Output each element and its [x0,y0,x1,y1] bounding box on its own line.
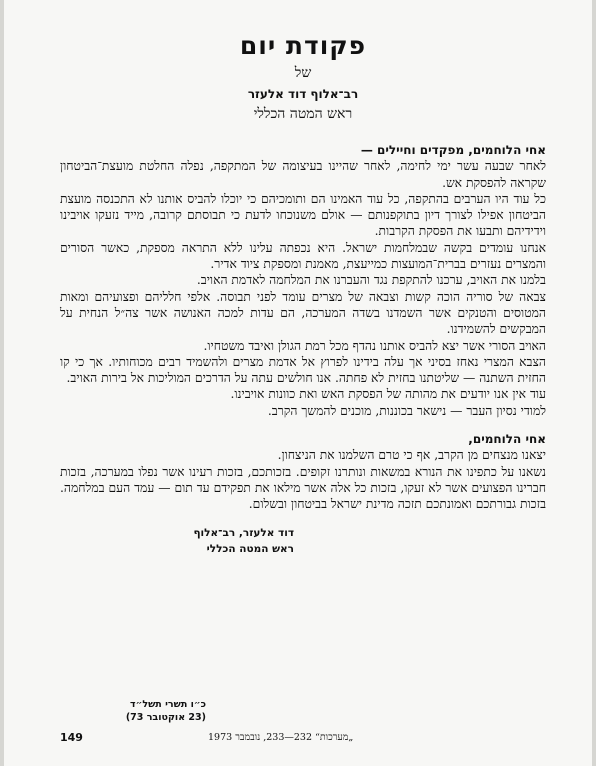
paragraph: אנחנו עומדים בקשה שבמלחמות ישראל. היא נכפתה עלינו ללא התראה מספקת, כאשר הסורים והמצרים נעזרים בברית־המועצות כמייעצת, מאמנת ומספקת ציוד אדיר. [60,240,546,272]
journal-source: „מערכות“ 232—233, נובמבר 1973 [208,732,354,743]
order-body [60,142,546,513]
paragraph: כל עוד היו הערבים בהתקפה, כל עוד האמינו הם ותומכיהם כי יוכלו להביס אותנו לא התכנסה מועצת הביטחון אפילו לצורך דיון בתוקפנותם — אולם משנוכחו לדעת כי תבוסתם קרובה, מייד נזעקו אויבינו וידידיהם ותבעו את הפסקת הקרבות. [60,191,546,239]
author-role: ראש המטה הכללי [253,106,353,122]
paragraph: בלמנו את האויב, ערכנו להתקפת נגד והעברנו את המלחמה לאדמת האויב. [196,273,546,288]
paragraph: נשאנו על כתפינו את הנורא במשאות ונותרנו זקופים. בזכותכם, בזכות רעינו אשר נפלו במערכה, בזכות חברינו הפצועים אשר לא זעקו, בזכות כל אלה אשר מילאו את תפקידם עד תום — עמד העם במלחמה. בזכות גבורתכם ואמונתכם תזכה מדינת ישראל בביטחון ובשלום. [60,464,546,512]
paragraph: למודי נסיון העבר — נישאר בכוננות, מוכנים להמשך הקרב. [267,403,546,418]
paragraph: לאחר שבעה עשר ימי לחימה, לאחר שהיינו בעיצומה של המתקפה, נפלה החלטת מועצת־הביטחון שקראה להפסקת אש. [60,159,546,190]
paragraph: עוד אין אנו יודעים את מהותה של הפסקת האש ואת כוונות אויבינו. [230,387,546,402]
document-page [60,30,546,750]
salutation-fighters: אחי הלוחמים, [468,432,546,447]
title-of: של [294,65,312,81]
date-hebrew: כ״ו תשרי תשל״ד [130,699,206,710]
date-block [66,698,206,724]
page-edge-right [592,0,596,766]
signature-name: דוד אלעזר, רב־אלוף [193,526,294,539]
section-gap [60,419,546,431]
page-number: 149 [60,731,83,744]
paragraph: האויב הסורי אשר יצא להביס אותנו נהדף מכל רמת הגולן ואיבד משטחיו. [203,338,546,353]
page-edge-left [0,0,4,766]
paragraph: הצבא המצרי נאחז בסיני אך עלה בידינו לפרוץ אל אדמת מצרים ולהשמיד רבים מכוחותיו. אך כי קו החזית השתנה — שליטתנו בחזית לא פחתה. אנו חולשים עתה על הדרכים המוליכות אל בירות האויב. [60,354,546,386]
document-title: פקודת יום [239,31,367,60]
paragraph: יצאנו מנצחים מן הקרב, אף כי טרם השלמנו את הניצחון. [277,448,546,463]
author-name: רב־אלוף דוד אלעזר [247,87,359,101]
signature-block [60,525,294,557]
signature-role: ראש המטה הכללי [206,542,294,555]
paragraph: צבאה של סוריה הוכה קשות וצבאה של מצרים עומד לפני תבוסה. אלפי חלליהם ופצועיהם ומאות המטוסים והטנקים אשר השמדנו בשדה המערכה, הם עדות למכה האנושה אשר צה״ל הנחית על המבקשים להשמידנו. [60,289,546,337]
salutation-soldiers: אחי הלוחמים, מפקדים וחיילים — [360,143,546,157]
date-gregorian: (23 אוקטובר 73) [125,712,206,723]
page-footer [60,731,546,745]
